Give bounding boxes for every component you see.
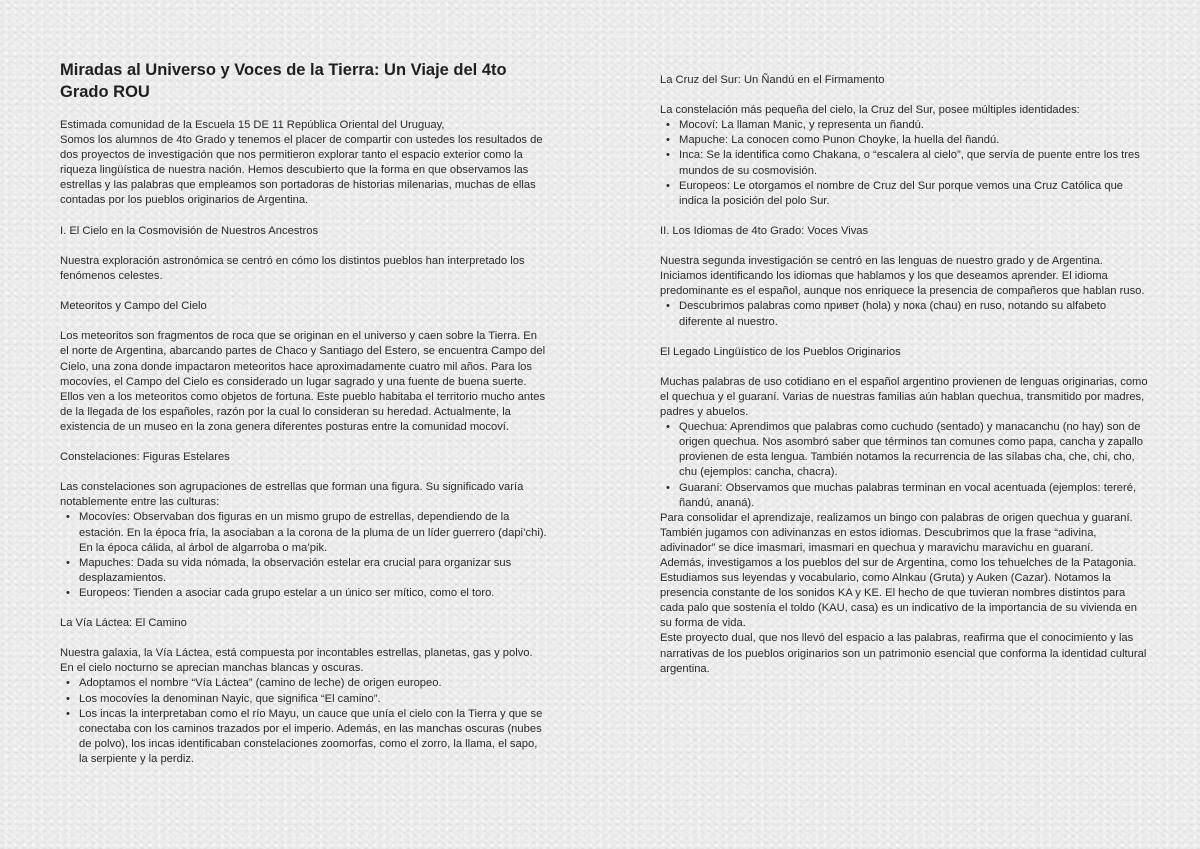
- list-item: • Los mocovíes la denominan Nayic, que significa “El camino”.: [79, 692, 548, 707]
- legado-paragraph-tehuelches: Además, investigamos a los pueblos del sur de Argentina, como los tehuelches de la Patagonia. Estudiamos sus leyendas y vocabulario, como Alnkau (Gruta) y Auken (Cazar). Notamos la presencia constante de los sonidos KA y KE. El hecho de que tuvieran nombres distintos para cada palo que sostenía el toldo (KAU, casa) es un indicativo de la importancia de su vivienda en su forma de vida.: [660, 557, 1137, 630]
- left-column: [60, 60, 548, 767]
- list-item: • Mapuche: La conocen como Punon Choyke, la huella del ñandú.: [679, 133, 1148, 148]
- section2-heading: II. Los Idiomas de 4to Grado: Voces Vivas: [660, 224, 869, 237]
- via-lactea-list: [60, 676, 548, 767]
- meteoritos-heading: Meteoritos y Campo del Cielo: [60, 300, 207, 313]
- intro-paragraph: Somos los alumnos de 4to Grado y tenemos el placer de compartir con ustedes los resultados de dos proyectos de investigación que nos permitieron explorar tanto el espacio exterior como la riqueza lingüística de nuestra nación. Hemos descubierto que la forma en que observamos las estrellas y las palabras que empleamos son portadoras de historias milenarias, muchas de ellas contadas por los pueblos originarios de Argentina.: [60, 134, 543, 207]
- meteoritos-text: Los meteoritos son fragmentos de roca que se originan en el universo y caen sobre la Tierra. En el norte de Argentina, abarcando partes de Chaco y Santiago del Estero, se encuentra Campo del Cielo, una zona donde impactaron meteoritos hace aproximadamente cuatro mil años. Para los mocovíes, el Campo del Cielo es considerado un lugar sagrado y una fuente de buena suerte. Ellos ven a los meteoritos como objetos de fortuna. Este pueblo habitaba el territorio mucho antes de la llegada de los españoles, razón por la cual lo consideran su heredad. Actualmente, la existencia de un museo en la zona genera diferentes posturas entre la comunidad mocoví.: [60, 330, 546, 433]
- list-item: • Mapuches: Dada su vida nómada, la observación estelar era crucial para organizar sus desplazamientos.: [79, 556, 548, 586]
- list-item: • Adoptamos el nombre “Vía Láctea” (camino de leche) de origen europeo.: [79, 676, 548, 691]
- section2-list: [660, 299, 1148, 329]
- legado-text: Muchas palabras de uso cotidiano en el español argentino provienen de lenguas originarias, como el quechua y el guaraní. Varias de nuestras familias aún hablan quechua, transmitido por madres, padres y abuelos.: [660, 375, 1148, 419]
- page-title: Miradas al Universo y Voces de la Tierra: Un Viaje del 4to Grado ROU: [60, 61, 507, 101]
- list-item: • Mocovíes: Observaban dos figuras en un mismo grupo de estrellas, dependiendo de la estación. En la época fría, la asociaban a la corona de la pluma de un líder guerrero (dapi’chi). En la época cálida, al árbol de algarroba o ma’pik.: [79, 510, 548, 555]
- intro-greeting: Estimada comunidad de la Escuela 15 DE 11 República Oriental del Uruguay,: [60, 119, 445, 131]
- list-item: • Guaraní: Observamos que muchas palabras terminan en vocal acentuada (ejemplos: tereré, ñandú, ananá).: [679, 481, 1148, 511]
- section1-heading: I. El Cielo en la Cosmovisión de Nuestros Ancestros: [60, 224, 319, 237]
- constelaciones-text: Las constelaciones son agrupaciones de estrellas que forman una figura. Su significado varía notablemente entre las culturas:: [60, 481, 524, 509]
- legado-paragraph-bingo: Para consolidar el aprendizaje, realizamos un bingo con palabras de origen quechua y guaraní. También jugamos con adivinanzas en estos idiomas. Descubrimos que la frase “adivina, adivinador” se dice imasmari, imasmari en quechua y maravichu maravichu en guaraní.: [660, 511, 1133, 554]
- legado-heading: El Legado Lingüístico de los Pueblos Originarios: [660, 345, 901, 358]
- list-item: • Europeos: Tienden a asociar cada grupo estelar a un único ser mítico, como el toro.: [79, 586, 548, 601]
- conclusion-paragraph: Este proyecto dual, que nos llevó del espacio a las palabras, reafirma que el conocimiento y las narrativas de los pueblos originarios son un patrimonio esencial que conforma la identidad cultural argentina.: [660, 632, 1147, 675]
- via-lactea-text: Nuestra galaxia, la Vía Láctea, está compuesta por incontables estrellas, planetas, gas y polvo. En el cielo nocturno se aprecian manchas blancas y oscuras.: [60, 647, 533, 675]
- section2-text: Nuestra segunda investigación se centró en las lenguas de nuestro grado y de Argentina. Iniciamos identificando los idiomas que hablamos y los que deseamos aprender. El idioma predominante es el español, aunque nos enriquece la presencia de compañeros que hablan ruso.: [660, 255, 1145, 298]
- cruz-sur-text: La constelación más pequeña del cielo, la Cruz del Sur, posee múltiples identidades:: [660, 104, 1080, 117]
- list-item: • Inca: Se la identifica como Chakana, o “escalera al cielo”, que servía de puente entre los tres mundos de su cosmovisión.: [679, 148, 1148, 178]
- right-column: [660, 73, 1148, 677]
- section1-text: Nuestra exploración astronómica se centró en cómo los distintos pueblos han interpretado los fenómenos celestes.: [60, 254, 525, 282]
- cruz-sur-list: [660, 118, 1148, 209]
- list-item: • Mocoví: La llaman Manic, y representa un ñandú.: [679, 118, 1148, 133]
- list-item: • Quechua: Aprendimos que palabras como cuchudo (sentado) y manacanchu (no hay) son de origen quechua. Nos asombró saber que términos tan comunes como papa, cancha y zapallo provienen de esta lengua. También notamos la recurrencia de las sílabas cha, che, chi, cho, chu (ejemplos: cancha, chacra).: [679, 420, 1148, 480]
- list-item: • Los incas la interpretaban como el río Mayu, un cauce que unía el cielo con la Tierra y que se conectaba con los caminos trazados por el imperio. Además, en las manchas oscuras (nubes de polvo), los incas identificaban constelaciones zoomorfas, como el zorro, la llama, el sapo, la serpiente y la perdiz.: [79, 707, 548, 767]
- cruz-sur-heading: La Cruz del Sur: Un Ñandú en el Firmamento: [660, 74, 885, 86]
- via-lactea-heading: La Vía Láctea: El Camino: [60, 617, 187, 630]
- list-item: • Descubrimos palabras como привет (hola) y пока (chau) en ruso, notando su alfabeto diferente al nuestro.: [679, 299, 1148, 329]
- constelaciones-heading: Constelaciones: Figuras Estelares: [60, 451, 230, 464]
- legado-list: [660, 420, 1148, 511]
- constelaciones-list: [60, 510, 548, 601]
- list-item: • Europeos: Le otorgamos el nombre de Cruz del Sur porque vemos una Cruz Católica que indica la posición del polo Sur.: [679, 179, 1148, 209]
